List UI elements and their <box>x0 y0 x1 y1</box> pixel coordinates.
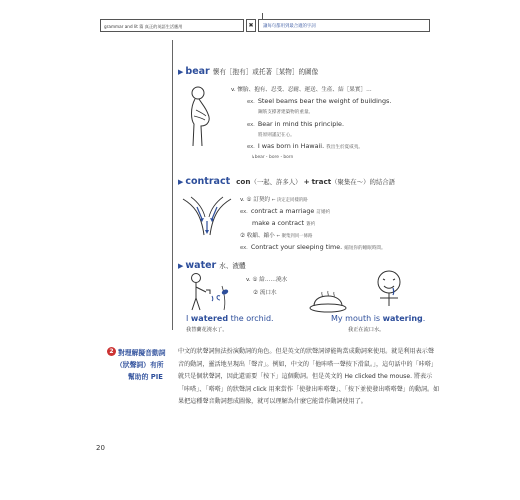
section-title-line: 幫助的 PIE <box>128 373 163 381</box>
image-caption: My mouth is watering. <box>331 314 426 323</box>
example-sentence: ex. Contract your sleeping time. 縮短你的睡眠時間。 <box>240 243 386 251</box>
triangle-right-icon: ▶ <box>178 178 184 186</box>
entry-word: bear <box>185 66 210 77</box>
example-translation: 鋼筋支撐著建築物的重量。 <box>258 110 314 115</box>
pregnant-woman-illustration <box>182 86 218 148</box>
watering-orchid-illustration <box>186 272 236 312</box>
section-title-line: 對理解擬音動詞 <box>118 349 166 357</box>
definition: v. 懷胎、抱有、忍受、忍耐、運送、生產、結［果實］… <box>231 87 372 93</box>
image-caption: I watered the orchid. <box>186 314 274 323</box>
page-number: 20 <box>96 444 105 452</box>
entry-heading-water: ▶ water 水、液體 <box>178 260 246 271</box>
definition: ② 流口水 <box>253 290 277 296</box>
verb-forms: ↳bear・bore・born <box>251 155 294 160</box>
triangle-right-icon: ▶ <box>178 68 184 76</box>
image-caption-translation: 我正在流口水。 <box>348 327 385 333</box>
definition: v. ① 訂契約 ← 決定走同樣的路 <box>240 197 308 203</box>
drooling-face-illustration <box>372 268 406 312</box>
header-left-label: grammar and lit 篇 真正的英語生活應用 <box>100 19 244 32</box>
section-number-badge: 2 <box>107 347 116 356</box>
definition: v. ① 給……澆水 <box>246 277 288 283</box>
page-header <box>100 19 430 33</box>
section-body-text: 中文的狀聲詞無法扮演動詞的角色。但是英文的狀聲詞卻能夠當成動詞來使用。就是利用表示聲音的動詞，靈活地呈現出「聲音」。例如，中文的「他咔嗒一聲按下滑鼠。」，這句話中的「咔嗒」就只是個狀聲詞，因此還需要「按下」這個動詞。但是英文的 He clicked the mouse. 將表示「咔嗒」、「嗒嗒」的狀聲詞 click 用來當作「使發出咔嗒聲」、「按下並使發出嗒嗒聲」的動詞。如果把這種聲音動詞想成圖像，就可以理解為什麼它能當作動詞使用了。 <box>178 348 440 405</box>
roast-chicken-illustration <box>308 290 348 314</box>
close-icon: ✖ <box>246 19 256 32</box>
example-sentence: make a contract 簽約 <box>252 219 316 227</box>
entry-heading-contract: ▶ contract con（一起、許多人） + tract（聚集在～）的結合語 <box>178 176 396 187</box>
section-title-line: （狀聲詞）有所 <box>116 361 164 369</box>
example-translation: 將原則謹記在心。 <box>258 133 295 138</box>
corner-arrow-icon: ↳ <box>251 155 255 160</box>
entry-heading-bear <box>178 66 318 77</box>
header-right-label: 讓每句都用到最合適的字詞 <box>258 19 430 32</box>
image-caption-translation: 我替蘭花澆水了。 <box>186 327 228 333</box>
example-sentence: ex. Bear in mind this principle. <box>247 120 345 128</box>
example-sentence: ex. I was born in Hawaii. 我出生於夏威夷。 <box>247 142 363 150</box>
definition: ② 收縮、縮小 ← 聚集到同一條路 <box>240 233 313 239</box>
example-sentence: ex. contract a marriage 訂婚約 <box>240 207 331 215</box>
triangle-right-icon: ▶ <box>178 262 184 270</box>
example-sentence: ex. Steel beams bear the weight of buildings. <box>247 97 392 105</box>
converging-roads-illustration <box>181 195 233 237</box>
entry-meaning: 懷有［抱有］或托著［某物］的圖像 <box>212 68 319 76</box>
column-divider <box>172 40 173 330</box>
